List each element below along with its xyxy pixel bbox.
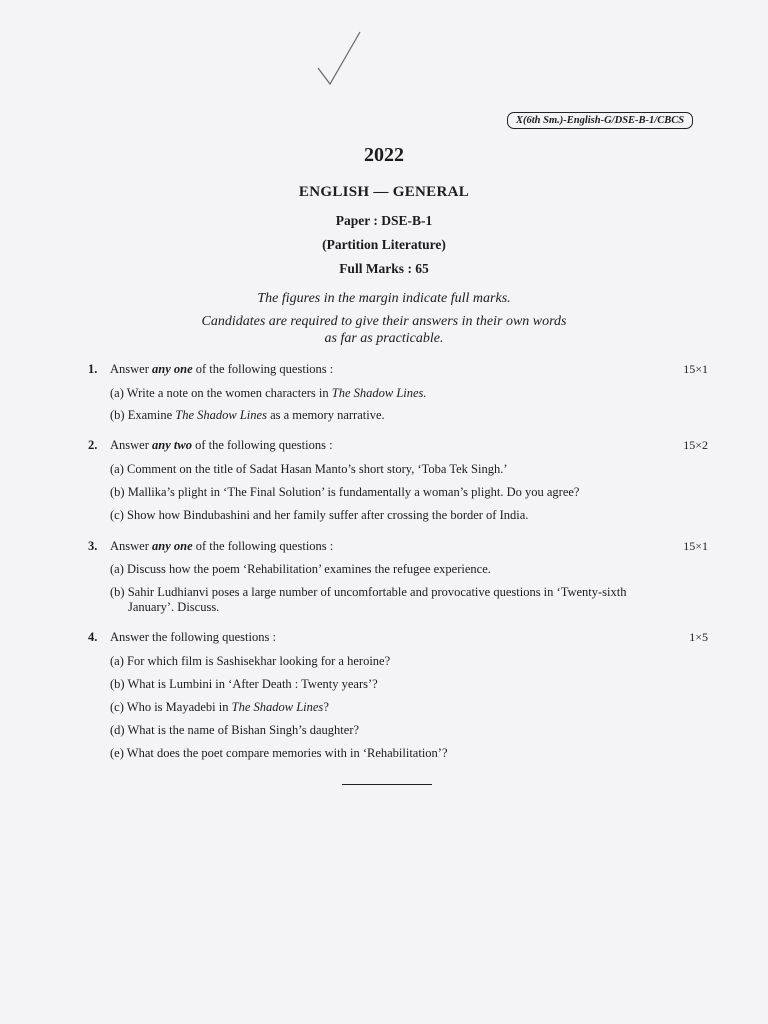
question-marks: 1×5: [689, 630, 708, 644]
end-rule-divider: [342, 784, 432, 785]
question-marks: 15×1: [683, 539, 708, 553]
question-marks: 15×1: [683, 362, 708, 376]
instruction-line: as far as practicable.: [324, 331, 444, 346]
paper-name: Paper : DSE-B-1: [335, 213, 433, 228]
sub-question: (b) Sahir Ludhianvi poses a large number of uncomfortable and provocative questions in ‘Twenty-sixth January’. Discuss.: [110, 585, 627, 614]
question-prompt: Answer the following questions :: [110, 630, 276, 644]
question-number: 3.: [88, 539, 98, 553]
sub-question: (b) Mallika’s plight in ‘The Final Solution’ is fundamentally a woman’s plight. Do you agree?: [110, 485, 580, 499]
question-prompt: Answer any two of the following questions :: [110, 438, 333, 452]
instruction-line: Candidates are required to give their answers in their own words: [201, 314, 567, 329]
question-4: [88, 630, 710, 760]
question-number: 4.: [88, 630, 98, 644]
sub-question: (a) Comment on the title of Sadat Hasan Manto’s short story, ‘Toba Tek Singh.’: [110, 462, 508, 476]
exam-year: 2022: [364, 144, 404, 166]
sub-question: (a) Discuss how the poem ‘Rehabilitation’ examines the refugee experience.: [110, 562, 491, 576]
question-number: 2.: [88, 438, 98, 452]
paper-code: X(6th Sm.)-English-G/DSE-B-1/CBCS: [507, 112, 693, 129]
question-number: 1.: [88, 362, 98, 376]
sub-question: (e) What does the poet compare memories with in ‘Rehabilitation’?: [110, 746, 448, 760]
sub-question: (a) Write a note on the women characters in The Shadow Lines.: [110, 386, 427, 400]
question-1: [88, 362, 710, 422]
full-marks: Full Marks : 65: [339, 261, 429, 276]
subject-title: ENGLISH — GENERAL: [298, 184, 470, 200]
sub-question: (c) Show how Bindubashini and her family suffer after crossing the border of India.: [110, 508, 529, 522]
question-2: [88, 438, 710, 522]
question-3: [88, 539, 710, 614]
sub-question: (b) What is Lumbini in ‘After Death : Twenty years’?: [110, 677, 378, 691]
sub-question: (b) Examine The Shadow Lines as a memory narrative.: [110, 408, 385, 422]
question-prompt: Answer any one of the following questions :: [110, 362, 334, 376]
checkmark-icon: [310, 28, 370, 88]
sub-question: (a) For which film is Sashisekhar looking for a heroine?: [110, 654, 391, 668]
question-marks: 15×2: [683, 438, 708, 452]
sub-question: (c) Who is Mayadebi in The Shadow Lines?: [110, 700, 329, 714]
paper-topic: (Partition Literature): [322, 237, 446, 252]
instruction-line: The figures in the margin indicate full marks.: [257, 291, 511, 306]
sub-question: (d) What is the name of Bishan Singh’s daughter?: [110, 723, 360, 737]
question-prompt: Answer any one of the following questions :: [110, 539, 334, 553]
